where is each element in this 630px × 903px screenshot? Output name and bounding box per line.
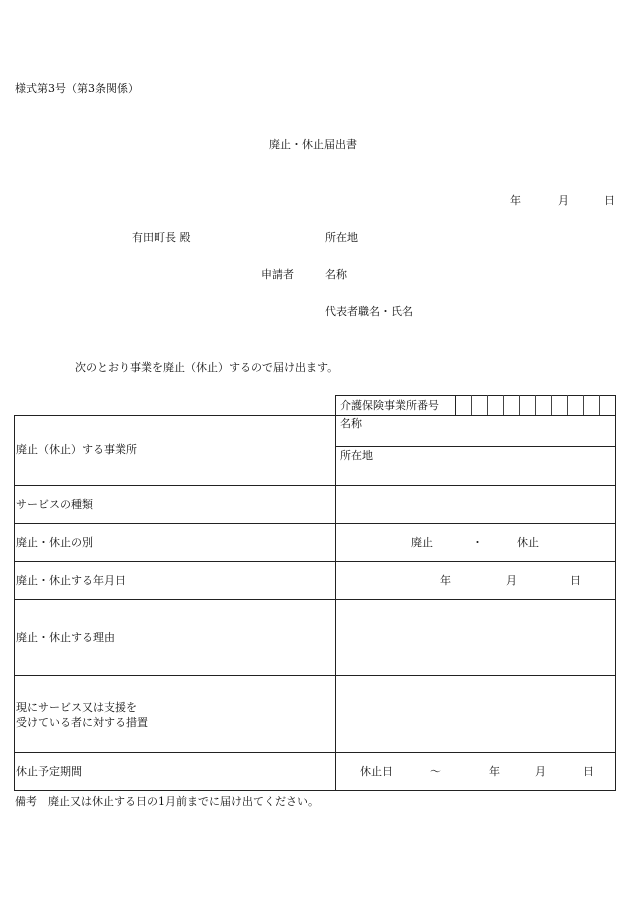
- table-line: [335, 446, 616, 447]
- measures-label-line1: 現にサービス又は支援を: [16, 701, 137, 714]
- period-label: 休止予定期間: [16, 765, 82, 778]
- office-address-field[interactable]: [336, 463, 614, 484]
- table-line: [14, 523, 616, 524]
- date-year-label: 年: [510, 194, 521, 207]
- table-line: [335, 395, 616, 396]
- service-type-label: サービスの種類: [16, 498, 93, 511]
- period-year: 年: [489, 765, 500, 778]
- office-number-digit-box[interactable]: [503, 395, 504, 415]
- office-number-digit-box[interactable]: [567, 395, 568, 415]
- date-month-label: 月: [558, 194, 569, 207]
- office-address-label: 所在地: [340, 449, 373, 462]
- table-line: [14, 561, 616, 562]
- date-month: 月: [506, 574, 517, 587]
- date-year: 年: [440, 574, 451, 587]
- type-label: 廃止・休止の別: [16, 536, 93, 549]
- period-day: 日: [583, 765, 594, 778]
- office-number-digit-box[interactable]: [471, 395, 472, 415]
- measures-label-line2: 受けている者に対する措置: [16, 716, 148, 729]
- office-number-digit-box[interactable]: [487, 395, 488, 415]
- type-separator: ・: [472, 536, 483, 549]
- type-option-abolish[interactable]: 廃止: [411, 536, 433, 549]
- date-day-label: 日: [604, 194, 615, 207]
- period-month: 月: [535, 765, 546, 778]
- office-number-digit-box[interactable]: [583, 395, 584, 415]
- office-name-label: 名称: [340, 417, 362, 430]
- office-number-digit-box[interactable]: [599, 395, 600, 415]
- table-line: [615, 395, 616, 791]
- office-number-label: 介護保険事業所番号: [340, 399, 439, 412]
- reason-label: 廃止・休止する理由: [16, 631, 115, 644]
- office-number-digit-box[interactable]: [519, 395, 520, 415]
- remark-text: 備考 廃止又は休止する日の1月前までに届け出てください。: [15, 795, 319, 808]
- reason-field[interactable]: [336, 600, 614, 674]
- applicant-label: 申請者: [261, 268, 294, 281]
- applicant-address-label: 所在地: [325, 231, 358, 244]
- representative-label: 代表者職名・氏名: [325, 305, 413, 318]
- table-line: [14, 415, 616, 416]
- date-day: 日: [570, 574, 581, 587]
- table-line: [14, 415, 15, 791]
- office-number-digit-box[interactable]: [551, 395, 552, 415]
- document-title: 廃止・休止届出書: [269, 138, 357, 151]
- type-option-suspend[interactable]: 休止: [517, 536, 539, 549]
- table-line: [14, 752, 616, 753]
- table-line: [14, 790, 616, 791]
- addressee: 有田町長 殿: [132, 231, 191, 244]
- table-line: [455, 395, 456, 415]
- period-start-label: 休止日: [360, 765, 393, 778]
- period-tilde: ～: [430, 765, 441, 778]
- office-number-digit-box[interactable]: [535, 395, 536, 415]
- service-type-field[interactable]: [336, 486, 614, 522]
- applicant-name-label: 名称: [325, 268, 347, 281]
- office-name-field[interactable]: [336, 431, 614, 445]
- form-number: 様式第3号（第3条関係）: [15, 82, 139, 95]
- date-label: 廃止・休止する年月日: [16, 574, 126, 587]
- intro-text: 次のとおり事業を廃止（休止）するので届け出ます。: [75, 361, 339, 374]
- measures-field[interactable]: [336, 676, 614, 751]
- form-table: [14, 395, 616, 791]
- office-label: 廃止（休止）する事業所: [16, 443, 137, 456]
